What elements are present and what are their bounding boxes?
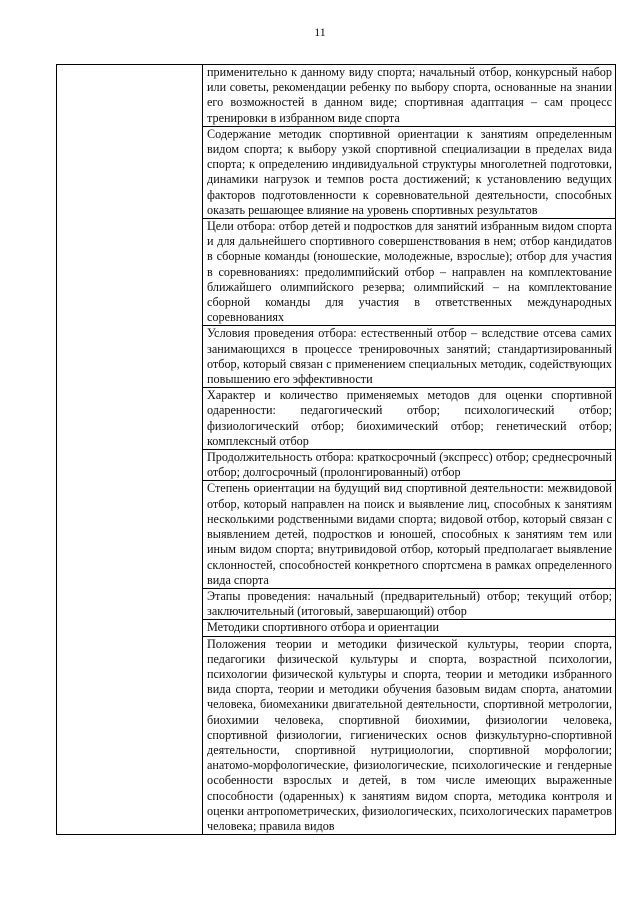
table-cell <box>203 65 616 127</box>
table-cell <box>203 481 616 588</box>
table-cell <box>203 588 616 619</box>
cell-text: Характер и количество применяемых методов для оценки спортивной одаренности: педагогический отбор; психологический отбор; физиологический отбор; биохимический отбор; генетический отбор; комплексный отбор <box>207 388 612 448</box>
cell-text: Этапы проведения: начальный (предварительный) отбор; текущий отбор; заключительный (итоговый, завершающий) отбор <box>207 588 612 619</box>
cell-text: Методики спортивного отбора и ориентации <box>207 620 439 635</box>
cell-text: Степень ориентации на будущий вид спортивной деятельности: межвидовой отбор, который направлен на поиск и выявление лиц, способных к занятиям несколькими родственными видами спорта; видовой отбор, который связан с выявлением детей, подростков и юношей, способных к занятиям тем или иным видом спорта; внутривидовой отбор, который предполагает выявление склонностей, способностей конкретного спортсмена в рамках определенного вида спорта <box>207 481 612 587</box>
cell-text: Содержание методик спортивной ориентации к занятиям определенным видом спорта; к выбору узкой спортивной специализации в пределах вида спорта; к определению индивидуальной структуры многолетней подготовки, динамики нагрузок и темпов роста достижений; к установлению ведущих факторов подготовленности к соревновательной деятельности, способных оказать решающее влияние на уровень спортивных результатов <box>207 126 612 217</box>
table-cell <box>203 636 616 835</box>
left-column-cell <box>57 65 203 835</box>
cell-text: применительно к данному виду спорта; начальный отбор, конкурсный набор или советы, рекомендации ребенку по выбору спорта, основанные на знании его возможностей в данном виде; спортивная адаптация – сам процесс тренировки в избранном виде спорта <box>207 65 612 125</box>
cell-text: Продолжительность отбора: краткосрочный (экспресс) отбор; среднесрочный отбор; долгосрочный (пролонгированный) отбор <box>207 450 612 480</box>
table-cell <box>203 219 616 326</box>
table-cell <box>203 326 616 388</box>
page-number: 11 <box>314 25 326 39</box>
table-cell <box>203 126 616 218</box>
cell-text: Условия проведения отбора: естественный отбор – вследствие отсева самих занимающихся в процессе тренировочных занятий; стандартизированный отбор, который связан с применением специальных методик, содействующих повышению его эффективности <box>207 326 612 387</box>
cell-text: Цели отбора: отбор детей и подростков для занятий избранным видом спорта и для дальнейшего спортивного совершенствования в нем; отбор кандидатов в сборные команды (юношеские, молодежные, взрослые); отбор для участия в соревнованиях: предолимпийский отбор – направлен на комплектование ближайшего олимпийского резерва; олимпийский – на комплектование сборной команды для участия в ответственных международных соревнованиях <box>207 219 612 325</box>
table-cell <box>203 388 616 450</box>
table-row <box>57 65 616 127</box>
cell-text: Положения теории и методики физической культуры, теории спорта, педагогики физической культуры и спорта, возрастной психологии, психологии физической культуры и спорта, теории и методики избранного вида спорта, теории и методики обучения базовым видам спорта, анатомии человека, биомеханики двигательной деятельности, спортивной метрологии, биохимии человека, спортивной биохимии, физиологии человека, спортивной физиологии, гигиенических основ физкультурно-спортивной деятельности, спортивной нутрициологии, спортивной морфологии; анатомо-морфологические, физиологические, психологические и гендерные особенности взрослых и детей, в том числе имеющих выраженные способности (одаренных) к занятиям видом спорта, методика контроля и оценки антропометрических, физиологических, психологических параметров человека; правила видов <box>207 636 612 833</box>
table-cell <box>203 620 616 636</box>
content-table <box>56 64 616 835</box>
table-cell <box>203 450 616 481</box>
